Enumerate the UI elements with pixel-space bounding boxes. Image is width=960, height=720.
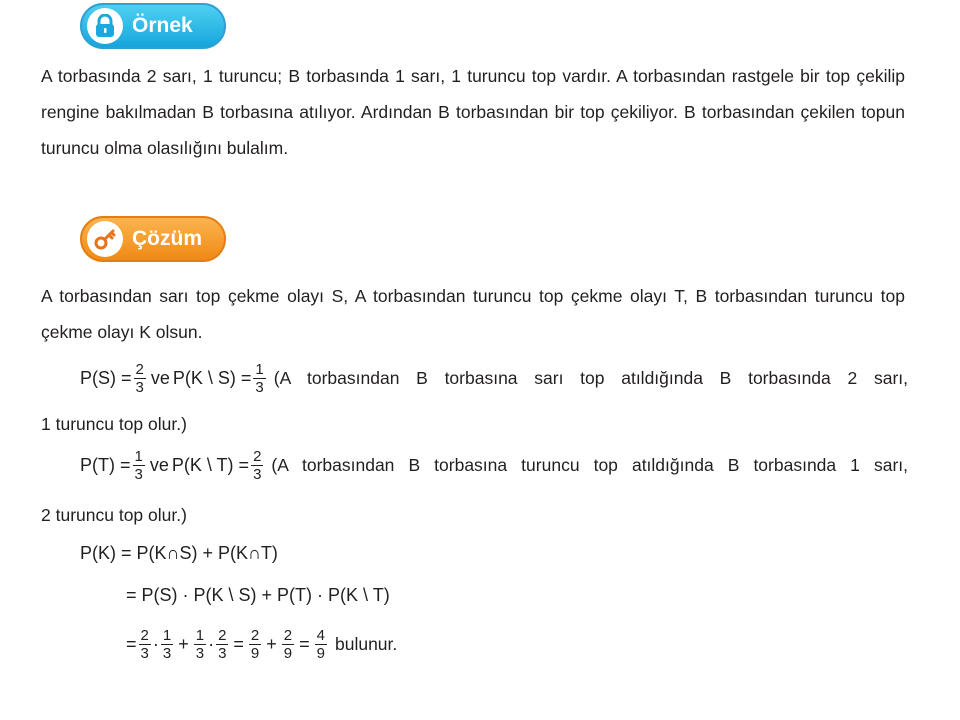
- eq3-frac-5: $\frac{2}{9}$: [250, 627, 260, 662]
- equation-1: P(K) = P(K∩S) + P(K∩T): [80, 543, 278, 563]
- line2-note: (A torbasından B torbasına turuncu top atıldığında B torbasında 1 sarı,: [271, 455, 908, 475]
- eq3-frac-7: $\frac{4}{9}$: [316, 627, 325, 662]
- solution-badge: [80, 216, 226, 262]
- probability-line-2: [80, 449, 908, 482]
- ps-fraction: $\frac{2}{3}$: [135, 361, 144, 396]
- eq3-frac-4: $\frac{2}{3}$: [218, 627, 227, 662]
- line1-note: (A torbasından B torbasına sarı top atıldığında B torbasında 2 sarı,: [273, 368, 908, 388]
- pks-fraction: $\frac{1}{3}$: [255, 361, 264, 396]
- equation-2: = P(S) · P(K \ S) + P(T) · P(K \ T): [126, 585, 390, 605]
- example-badge-label: Örnek: [132, 14, 193, 37]
- solution-badge-label: Çözüm: [132, 227, 202, 250]
- pt-lhs: P(T) =: [80, 455, 131, 475]
- line2-note-cont: 2 turuncu top olur.): [41, 505, 187, 525]
- line1-note-cont: 1 turuncu top olur.): [41, 414, 187, 434]
- ps-lhs: P(S) =: [80, 368, 132, 388]
- key-icon: [87, 221, 123, 257]
- example-text: A torbasında 2 sarı, 1 turuncu; B torbasında 1 sarı, 1 turuncu top vardır. A torbasından rastgele bir top çekilip rengine bakılmadan B torbasına atılıyor. Ardından B torbasından bir top çekiliyor. B torbasından çekilen topun turuncu olma olasılığını bulalım.: [41, 66, 905, 158]
- eq3-suffix: bulunur.: [334, 634, 398, 654]
- example-badge: [80, 3, 226, 49]
- pt-fraction: $\frac{1}{3}$: [134, 448, 143, 483]
- eq3-frac-3: $\frac{1}{3}$: [195, 627, 205, 662]
- connector-ve: ve: [150, 368, 170, 388]
- probability-line-1: [80, 362, 908, 395]
- pks-lhs: P(K \ S) =: [172, 368, 252, 388]
- pkt-lhs: P(K \ T) =: [171, 455, 250, 475]
- solution-intro: A torbasından sarı top çekme olayı S, A torbasından turuncu top çekme olayı T, B torbasından turuncu top çekme olayı K olsun.: [41, 286, 905, 342]
- eq3-frac-6: $\frac{2}{9}$: [283, 627, 293, 662]
- connector-ve-2: ve: [149, 455, 169, 475]
- eq3-frac-2: $\frac{1}{3}$: [162, 627, 172, 662]
- eq3-frac-1: $\frac{2}{3}$: [140, 627, 149, 662]
- equation-3: = $\frac{2}{3}$ · $\frac{1}{3}$ + $\frac{1}{3}$ · $\frac{2}{3}$ = $\frac{2}{9}$ + $\frac{2}{9}$ = $\frac{4}{9}$ bulunur.: [126, 627, 398, 662]
- pkt-fraction: $\frac{2}{3}$: [253, 448, 262, 483]
- lock-icon: [87, 8, 123, 44]
